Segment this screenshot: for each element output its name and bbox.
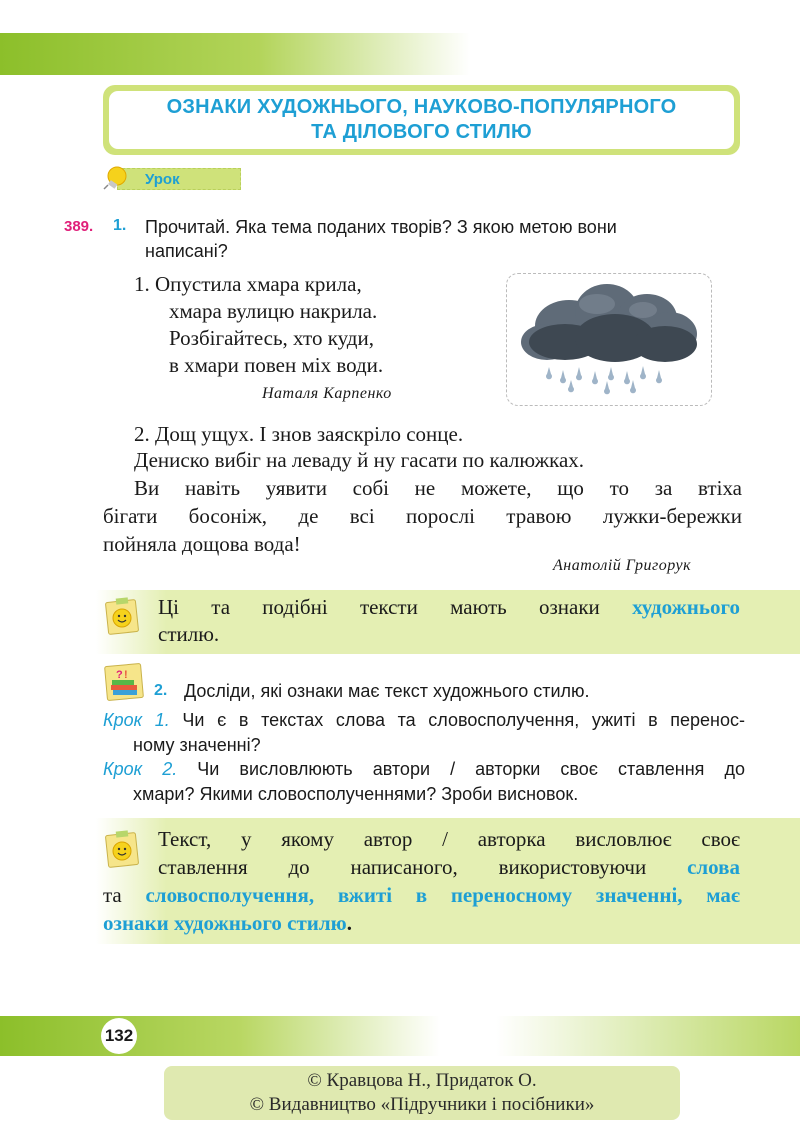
note2-line2 xyxy=(158,853,740,882)
poem-line3: Розбігайтесь, хто куди, xyxy=(169,326,374,350)
note2-line3-text: та xyxy=(103,883,146,907)
copyright-line1: © Кравцова Н., Придаток О. xyxy=(307,1070,537,1091)
note2-line4-end: . xyxy=(346,911,352,935)
lightbulb-icon xyxy=(103,165,129,191)
prose-line3: Ви навіть уявити собі не можете, що то за втіха xyxy=(134,476,742,500)
task1-number: 1. xyxy=(113,217,127,234)
step1-line1 xyxy=(103,708,745,732)
poem-line1: 1. Опустила хмара крила, xyxy=(134,272,362,296)
svg-text:!: ! xyxy=(124,669,128,681)
smiley-note-icon xyxy=(104,830,140,870)
copyright-line2: © Видавництво «Підручники і посібники» xyxy=(249,1094,595,1115)
task1-line2: написані? xyxy=(145,241,228,261)
lesson-label: Урок xyxy=(145,171,180,188)
svg-text:?: ? xyxy=(116,669,123,681)
note2-line2-highlight: слова xyxy=(687,855,740,879)
page-title-line2: ТА ДІЛОВОГО СТИЛЮ xyxy=(311,121,532,143)
note2-line3-highlight: словосполучення, вжиті в переносному значенні, має xyxy=(145,883,740,907)
prose-line1: 2. Дощ ущух. І знов заяскріло сонце. xyxy=(134,422,464,446)
step1-line2: ному значенні? xyxy=(133,735,261,755)
note2-line4-highlight: ознаки художнього стилю xyxy=(103,911,347,935)
cloud-illustration-frame xyxy=(506,273,712,406)
copyright-box xyxy=(164,1066,680,1120)
lesson-marker xyxy=(103,163,243,193)
task2-text: Досліди, які ознаки має текст художнього стилю. xyxy=(184,681,590,701)
prose-line5: пойняла дощова вода! xyxy=(103,532,301,556)
title-box xyxy=(103,85,740,155)
step2-label: Крок 2. xyxy=(103,759,178,779)
page-number: 132 xyxy=(101,1018,137,1054)
poem-author: Наталя Карпенко xyxy=(262,385,392,402)
exercise-number: 389. xyxy=(64,218,94,235)
poem-line2: хмара вулицю накрила. xyxy=(169,299,378,323)
prose-line2: Дениско вибіг на леваду й ну гасати по калюжках. xyxy=(134,448,585,472)
note1-line2: стилю. xyxy=(158,622,220,646)
note2-line1: Текст, у якому автор / авторка висловлює своє xyxy=(158,827,740,851)
note1-text: Ці та подібні тексти мають ознаки xyxy=(158,595,633,619)
task2-number: 2. xyxy=(154,682,168,699)
prose-line4: бігати босоніж, де всі порослі травою лужки-бережки xyxy=(103,504,742,528)
step1-label: Крок 1. xyxy=(103,710,170,730)
step2-text: Чи висловлюють автори / авторки своє ставлення до xyxy=(177,759,745,779)
task1-line1: Прочитай. Яка тема поданих творів? З якою метою вони xyxy=(145,217,617,237)
research-books-icon xyxy=(103,663,147,703)
step2-line1 xyxy=(103,757,745,781)
top-decorative-band xyxy=(0,33,470,75)
note1-line1 xyxy=(158,593,740,622)
note2-line4 xyxy=(103,909,352,938)
note1-highlight: художнього xyxy=(632,595,740,619)
smiley-note-icon xyxy=(104,597,140,637)
rain-cloud-icon xyxy=(507,274,713,407)
step2-line2: хмари? Якими словосполученнями? Зроби висновок. xyxy=(133,784,579,804)
step1-text: Чи є в текстах слова та словосполучення, ужиті в перенос- xyxy=(169,710,745,730)
page-title-line1: ОЗНАКИ ХУДОЖНЬОГО, НАУКОВО-ПОПУЛЯРНОГО xyxy=(166,96,677,118)
note2-line2-text: ставлення до написаного, використовуючи xyxy=(158,855,688,879)
poem-line4: в хмари повен міх води. xyxy=(169,353,384,377)
note2-line3 xyxy=(103,881,740,910)
prose-author: Анатолій Григорук xyxy=(553,557,692,574)
title-inner xyxy=(109,91,734,149)
